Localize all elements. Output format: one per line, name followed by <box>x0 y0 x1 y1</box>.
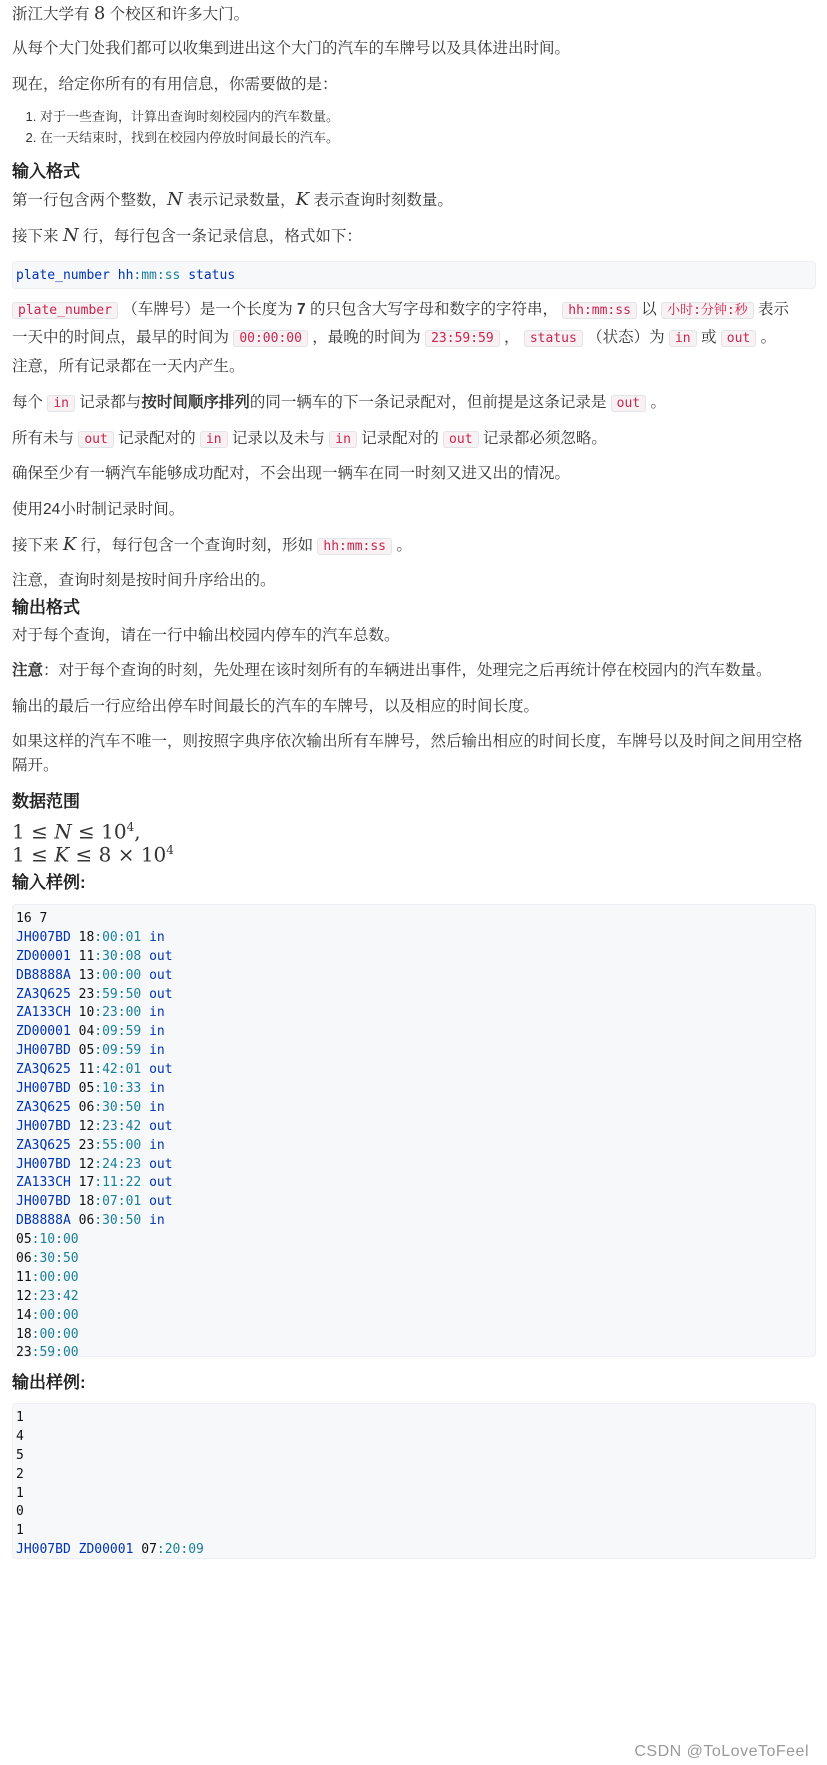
record-status: in <box>149 1099 165 1115</box>
record-minsec: :30:50 <box>94 1213 142 1229</box>
query-minsec: :10:00 <box>31 1232 79 1248</box>
query-line <box>16 1231 812 1250</box>
output-line-4: 如果这样的汽车不唯一，则按照字典序依次输出所有车牌号，然后输出相应的时间长度，车牌号以及时间之间用空格隔开。 <box>12 733 803 774</box>
sample-input-block <box>12 904 816 1361</box>
record-hour: 11 <box>78 1062 95 1078</box>
record-line <box>16 986 812 1005</box>
note-pairing: 每个 in 记录都与按时间顺序排列的同一辆车的下一条记录配对，但前提是这条记录是 out 。 <box>12 394 666 411</box>
input-format-line-1: 第一行包含两个整数，N 表示记录数量，K 表示查询时刻数量。 <box>12 189 453 210</box>
note-ascending: 注意，查询时刻是按时间升序给出的。 <box>12 572 276 589</box>
record-hour: 05 <box>78 1043 95 1059</box>
record-line <box>16 1004 812 1023</box>
output-line-2: 注意：对于每个查询的时刻，先处理在该时刻所有的车辆进出事件，处理完之后再统计停在校园内的汽车数量。 <box>12 662 772 679</box>
query-hour: 11 <box>16 1269 32 1285</box>
record-minsec: :00:00 <box>94 967 142 983</box>
query-minsec: :23:42 <box>31 1288 79 1304</box>
intro-paragraph-3: 现在，给定你所有的有用信息，你需要做的是： <box>12 76 338 93</box>
record-hour: 18 <box>78 1194 95 1210</box>
query-line <box>16 1288 812 1307</box>
record-hour: 06 <box>78 1099 95 1115</box>
record-hour: 13 <box>78 967 95 983</box>
record-hour: 12 <box>78 1156 95 1172</box>
output-count-line: 1 <box>16 1485 24 1501</box>
record-line <box>16 1080 812 1099</box>
note-one-day: 注意，所有记录都在一天内产生。 <box>12 358 245 375</box>
output-count-line: 1 <box>16 1523 24 1539</box>
record-minsec: :59:50 <box>94 986 142 1002</box>
record-minsec: :09:59 <box>94 1043 142 1059</box>
sample-input-records <box>16 929 812 1231</box>
sample-output-counts <box>16 1409 812 1541</box>
query-minsec: :30:50 <box>31 1251 79 1267</box>
output-line-3: 输出的最后一行应给出停车时间最长的汽车的车牌号，以及相应的时间长度。 <box>12 698 540 715</box>
record-minsec: :10:33 <box>94 1081 142 1097</box>
record-line <box>16 1061 812 1080</box>
record-status: in <box>149 1081 165 1097</box>
record-hour: 18 <box>78 929 95 945</box>
record-minsec: :00:01 <box>94 929 142 945</box>
record-minsec: :55:00 <box>94 1137 142 1153</box>
record-plate: ZD00001 <box>16 1024 71 1040</box>
record-status: in <box>149 1213 165 1229</box>
record-hour: 06 <box>78 1213 95 1229</box>
query-minsec: :00:00 <box>31 1326 79 1342</box>
note-ignore: 所有未与 out 记录配对的 in 记录以及未与 in 记录配对的 out 记录都必须忽略。 <box>12 430 607 447</box>
csdn-watermark: CSDN @ToLoveToFeel <box>634 1743 809 1760</box>
record-plate: ZA3Q625 <box>16 1099 71 1115</box>
query-minsec: :00:00 <box>31 1269 79 1285</box>
record-plate: ZD00001 <box>16 948 71 964</box>
task-item: 1. 对于一些查询，计算出查询时刻校园内的汽车数量。 <box>40 106 339 127</box>
record-line <box>16 1118 812 1137</box>
record-plate: ZA3Q625 <box>16 1062 71 1078</box>
query-hour: 12 <box>16 1288 32 1304</box>
record-minsec: :07:01 <box>94 1194 142 1210</box>
record-status: in <box>149 1043 165 1059</box>
record-status: out <box>149 1156 173 1172</box>
record-status: out <box>149 1062 173 1078</box>
task-item: 2. 在一天结束时，找到在校园内停放时间最长的汽车。 <box>40 127 339 148</box>
record-line <box>16 929 812 948</box>
record-line <box>16 1156 812 1175</box>
query-line <box>16 1250 812 1269</box>
record-plate: JH007BD <box>16 1118 71 1134</box>
record-status: in <box>149 1137 165 1153</box>
intro-paragraph-2: 从每个大门处我们都可以收集到进出这个大门的汽车的车牌号以及具体进出时间。 <box>12 40 571 57</box>
record-status: in <box>149 929 165 945</box>
range-heading: 数据范围 <box>12 792 80 811</box>
record-line <box>16 1099 812 1118</box>
query-line <box>16 1326 812 1345</box>
record-line <box>16 1137 812 1156</box>
input-format-line-2: 接下来 N 行，每行包含一条记录信息，格式如下： <box>12 225 362 246</box>
record-format-description: plate_number （车牌号）是一个长度为 7 的只包含大写字母和数字的字符串， hh:mm:ss 以 小时:分钟:秒 表示 一天中的时间点，最早的时间为 00:00:00 ，最晚的时间为 23:59:59 ， status （状态）为 in 或 out 。 <box>12 301 790 346</box>
record-status: out <box>149 1194 173 1210</box>
query-line <box>16 1344 812 1363</box>
intro-paragraph-1: 浙江大学有 8 个校区和许多大门。 <box>12 3 250 24</box>
record-plate: JH007BD <box>16 929 71 945</box>
sample-output-last-line: JH007BD ZD00001 07:20:09 <box>16 1542 204 1558</box>
sample-output-block <box>12 1403 816 1559</box>
record-status: out <box>149 1175 173 1191</box>
record-minsec: :24:23 <box>94 1156 142 1172</box>
record-minsec: :23:00 <box>94 1005 142 1021</box>
record-hour: 23 <box>78 1137 95 1153</box>
query-minsec: :59:00 <box>31 1345 79 1361</box>
sample-input-queries <box>16 1231 812 1363</box>
record-line <box>16 1193 812 1212</box>
record-status: in <box>149 1005 165 1021</box>
note-guarantee: 确保至少有一辆汽车能够成功配对，不会出现一辆车在同一时刻又进又出的情况。 <box>12 465 571 482</box>
record-minsec: :23:42 <box>94 1118 142 1134</box>
record-plate: JH007BD <box>16 1194 71 1210</box>
record-hour: 05 <box>78 1081 95 1097</box>
output-count-line: 0 <box>16 1504 24 1520</box>
record-plate: ZA3Q625 <box>16 986 71 1002</box>
record-plate: DB8888A <box>16 967 71 983</box>
task-list <box>12 106 339 148</box>
query-hour: 23 <box>16 1345 32 1361</box>
query-minsec: :00:00 <box>31 1307 79 1323</box>
query-hour: 06 <box>16 1251 32 1267</box>
record-hour: 11 <box>78 948 95 964</box>
record-minsec: :30:50 <box>94 1099 142 1115</box>
query-line <box>16 1269 812 1288</box>
output-count-line: 2 <box>16 1466 24 1482</box>
record-status: out <box>149 986 173 1002</box>
sample-input-first-line: 16 7 <box>16 911 48 926</box>
range-n: $1 \le N \le 10^4$, <box>12 819 141 844</box>
query-hour: 14 <box>16 1307 32 1323</box>
note-24h: 使用24小时制记录时间。 <box>12 501 185 518</box>
record-minsec: :30:08 <box>94 948 142 964</box>
query-hour: 05 <box>16 1232 32 1248</box>
record-minsec: :09:59 <box>94 1024 142 1040</box>
record-line <box>16 967 812 986</box>
query-line <box>16 1307 812 1326</box>
record-plate: JH007BD <box>16 1081 71 1097</box>
sample-input-heading: 输入样例: <box>12 873 86 892</box>
output-format-heading: 输出格式 <box>12 598 80 617</box>
sample-output-heading: 输出样例: <box>12 1373 86 1392</box>
note-queries: 接下来 K 行，每行包含一个查询时刻，形如 hh:mm:ss 。 <box>12 534 412 555</box>
record-status: out <box>149 948 173 964</box>
record-hour: 23 <box>78 986 95 1002</box>
record-line <box>16 1042 812 1061</box>
record-hour: 17 <box>78 1175 95 1191</box>
record-format-code-block: plate_number hh:mm:ss status <box>12 261 816 289</box>
output-count-line: 5 <box>16 1447 24 1463</box>
record-minsec: :11:22 <box>94 1175 142 1191</box>
output-line-1: 对于每个查询，请在一行中输出校园内停车的汽车总数。 <box>12 627 400 644</box>
record-plate: JH007BD <box>16 1043 71 1059</box>
output-count-line: 1 <box>16 1410 24 1425</box>
record-plate: JH007BD <box>16 1156 71 1172</box>
output-count-line: 4 <box>16 1428 24 1444</box>
record-line <box>16 1212 812 1231</box>
record-hour: 04 <box>78 1024 95 1040</box>
record-line <box>16 1174 812 1193</box>
range-k: $1 \le K \le 8 \times 10^4$ <box>12 842 174 867</box>
record-plate: ZA133CH <box>16 1005 71 1021</box>
record-status: out <box>149 967 173 983</box>
record-hour: 12 <box>78 1118 95 1134</box>
record-status: in <box>149 1024 165 1040</box>
record-line <box>16 948 812 967</box>
record-status: out <box>149 1118 173 1134</box>
record-plate: ZA133CH <box>16 1175 71 1191</box>
record-plate: DB8888A <box>16 1213 71 1229</box>
record-minsec: :42:01 <box>94 1062 142 1078</box>
input-format-heading: 输入格式 <box>12 162 80 181</box>
query-hour: 18 <box>16 1326 32 1342</box>
record-hour: 10 <box>78 1005 95 1021</box>
record-plate: ZA3Q625 <box>16 1137 71 1153</box>
record-line <box>16 1023 812 1042</box>
